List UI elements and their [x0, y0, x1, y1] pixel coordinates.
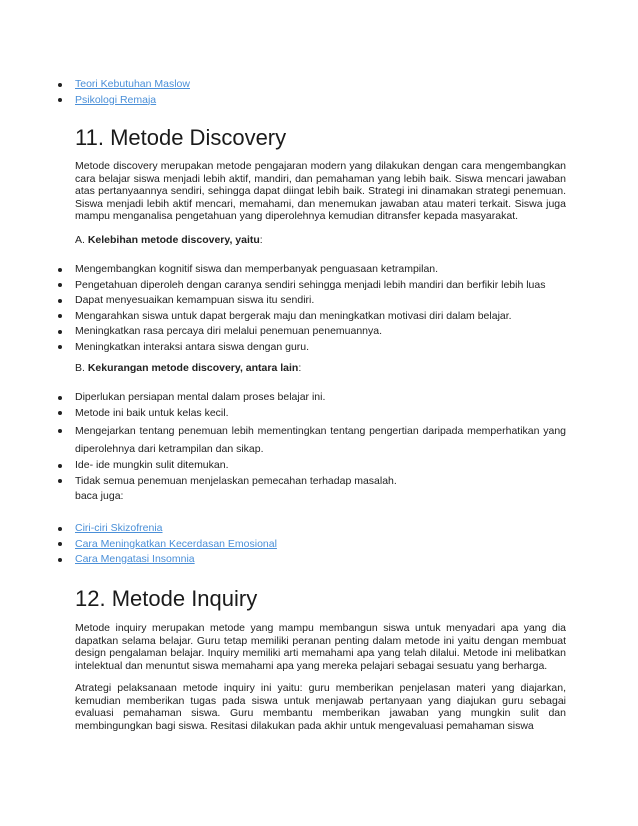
- bullet-icon: [58, 283, 62, 287]
- disadvantages-list: [0, 390, 566, 489]
- bullet-icon: [58, 527, 62, 531]
- list-item: Tidak semua penemuan menjelaskan pemecahan terhadap masalah.: [0, 474, 566, 490]
- top-link-list: [0, 77, 638, 108]
- bullet-icon: [58, 299, 62, 303]
- list-item: [0, 552, 638, 568]
- advantages-label: A. Kelebihan metode discovery, yaitu:: [75, 234, 263, 246]
- bullet-icon: [58, 396, 62, 400]
- list-item: [0, 93, 638, 109]
- list-item: Pengetahuan diperoleh dengan caranya sendiri sehingga menjadi lebih mandiri dan berfikir lebih luas: [0, 278, 638, 294]
- list-item: Diperlukan persiapan mental dalam proses belajar ini.: [0, 390, 566, 406]
- bullet-icon: [58, 411, 62, 415]
- bullet-icon: [58, 345, 62, 349]
- list-item: [0, 521, 638, 537]
- link-ciri-ciri-skizofrenia[interactable]: Ciri-ciri Skizofrenia: [75, 522, 163, 534]
- bullet-icon: [58, 330, 62, 334]
- disadvantages-label: B. Kekurangan metode discovery, antara lain:: [75, 362, 302, 374]
- link-psikologi-remaja[interactable]: Psikologi Remaja: [75, 93, 157, 106]
- bullet-icon: [58, 429, 62, 433]
- list-item: Mengejarkan tentang penemuan lebih mementingkan tentang pengertian daripada memperhatikan yang diperolehnya dari ketrampilan dan sikap.: [0, 421, 566, 458]
- bullet-icon: [58, 83, 62, 87]
- bullet-icon: [58, 479, 62, 483]
- bullet-icon: [58, 314, 62, 318]
- section-11-title: 11. Metode Discovery: [75, 125, 287, 150]
- section-12-title: 12. Metode Inquiry: [75, 586, 258, 611]
- section-12-para-1: Metode inquiry merupakan metode yang mampu membangun siswa untuk menyadari apa yang dia dapatkan selama belajar. Guru tetap memiliki peranan penting dalam metode ini yaitu dengan membuat design pengalaman belajar. Inquiry memiliki arti memahami apa yang telah dilalui. Metode ini melibatkan intelektual dan menuntut siswa memahami apa yang mereka pelajari sebagai sesuatu yang berharga.: [75, 622, 566, 672]
- list-item: [0, 77, 638, 93]
- link-cara-mengatasi-insomnia[interactable]: Cara Mengatasi Insomnia: [75, 553, 195, 565]
- section-11-intro: Metode discovery merupakan metode pengajaran modern yang dilakukan dengan cara mengembangkan cara belajar siswa menjadi lebih aktif, mandiri, dan pemahaman yang lebih baik. Siswa mencari jawaban atas pertanyaannya sendiri, sehingga dapat diingat lebih baik. Strategi ini dinamakan strategi penemuan. Siswa menjadi lebih aktif mencari, memahami, dan menemukan jawaban atau materi terkait. Siswa juga mampu menganalisa pengetahuan yang diperolehnya kemudian ditransfer kepada masyarakat.: [75, 160, 566, 223]
- link-cara-meningkatkan-kecerdasan-emosional[interactable]: Cara Meningkatkan Kecerdasan Emosional: [75, 537, 277, 550]
- list-item: Meningkatkan rasa percaya diri melalui penemuan penemuannya.: [0, 324, 638, 340]
- list-item: [0, 537, 638, 553]
- list-item: Mengarahkan siswa untuk dapat bergerak maju dan meningkatkan motivasi diri dalam belajar.: [0, 309, 638, 325]
- see-also-links: [0, 521, 638, 568]
- bullet-icon: [58, 558, 62, 562]
- list-item: Ide- ide mungkin sulit ditemukan.: [0, 458, 566, 474]
- bullet-icon: [58, 268, 62, 272]
- list-item: Mengembangkan kognitif siswa dan memperbanyak penguasaan ketrampilan.: [0, 262, 638, 278]
- bullet-icon: [58, 98, 62, 102]
- bullet-icon: [58, 542, 62, 546]
- list-item: Meningkatkan interaksi antara siswa dengan guru.: [0, 340, 638, 356]
- advantages-list: [0, 262, 638, 355]
- list-item: Dapat menyesuaikan kemampuan siswa itu sendiri.: [0, 293, 638, 309]
- list-item: Metode ini baik untuk kelas kecil.: [0, 406, 566, 422]
- see-also-label: baca juga:: [75, 490, 124, 502]
- section-12-para-2: Atrategi pelaksanaan metode inquiry ini yaitu: guru memberikan penjelasan materi yang diajarkan, kemudian memberikan tugas pada siswa untuk menjawab pertanyaan yang diajukan guru sebagai evaluasi pemahaman siswa. Guru membantu memberikan jawaban yang mungkin sulit dan membingungkan bagi siswa. Resitasi dilakukan pada akhir untuk mengevaluasi pemahaman siswa: [75, 682, 566, 732]
- bullet-icon: [58, 464, 62, 468]
- link-teori-kebutuhan-maslow[interactable]: Teori Kebutuhan Maslow: [75, 78, 190, 90]
